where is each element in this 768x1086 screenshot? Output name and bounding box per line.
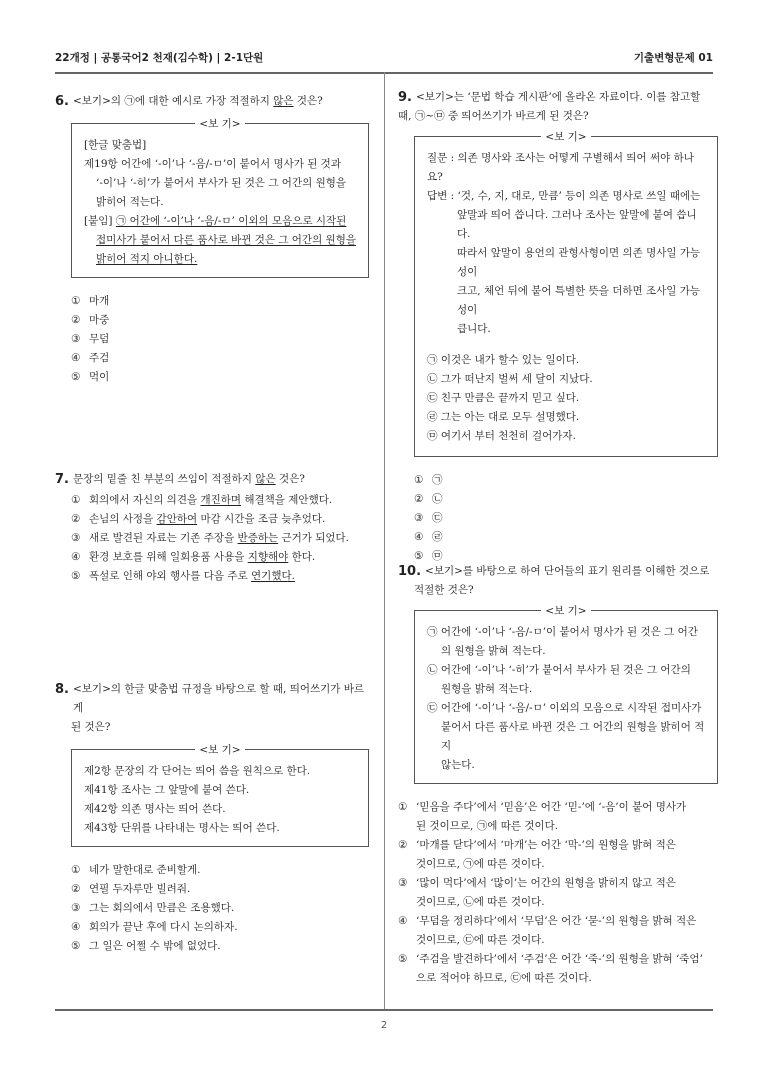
example-sentence: ㉡ 그가 떠난지 벌써 세 달이 지났다. <box>427 373 593 385</box>
page-number: 2 <box>380 1020 388 1031</box>
question-9-stem: 9. <보기>는 ‘문법 학습 게시판’에 올라온 자료이다. 이를 참고할 <box>398 90 701 105</box>
option[interactable]: ⑤ ㉤ <box>414 550 443 562</box>
example-sentence: ㉠ 이것은 내가 할수 있는 일이다. <box>427 354 580 366</box>
question-6 <box>55 92 371 387</box>
bogi-box: <보 기> [한글 맞춤법] 제19항 어간에 ‘-이’나 ‘-음/-ㅁ’이 붙어서 명사가 된 것과 ‘-이’나 ‘-히’가 붙어서 부사가 된 것은 그 어간의 원형을 밝히어 적는다. [붙임] ㉠ 어간에 ‘-이’나 ‘-음/-ㅁ’ 이외의 모음으로 시작된 접미사가 붙어서 다른 품사로 바뀐 것은 그 어간의 원형을 밝히어 적지 아니한다. <box>71 123 369 278</box>
option[interactable]: ② ‘마개를 닫다’에서 ‘마개’는 어간 ‘막-’의 원형을 밝혀 적은 것이므로, ㉠에 따른 것이다. <box>398 839 676 870</box>
bogi-box: <보 기> 질문 : 의존 명사와 조사는 어떻게 구별해서 띄어 써야 하나요? 답변 : ‘것, 수, 지, 대로, 만큼’ 등이 의존 명사로 쓰일 때에는 앞말과 띄어 씁니다. 그러나 조사는 앞말에 붙여 씁니다. 따라서 앞말이 용언의 관형사형이면 의존 명사일 가능성이 크고, 체언 뒤에 붙어 특별한 뜻을 더하면 조사일 가능성이 큽니다. ㉠ 이것은 내가 할수 있는 일이다. ㉡ 그가 떠난지 벌써 세 달이 지났다. ㉢ 친구 만큼은 끝까지 믿고 싶다. ㉣ 그는 아는 대로 모두 설명했다. ㉤ 여기서 부터 천천히 걸어가자. <box>414 136 718 457</box>
option[interactable]: ④ ‘무덤을 정리하다’에서 ‘무덤’은 어간 ‘묻-’의 원형을 밝혀 적은 것이므로, ㉢에 따른 것이다. <box>398 915 697 946</box>
question-7 <box>55 470 371 586</box>
bogi-title: <보 기> <box>72 115 368 134</box>
example-sentence: ㉤ 여기서 부터 천천히 걸어가자. <box>427 430 576 442</box>
bogi-box <box>414 605 718 784</box>
option[interactable]: ④ 회의가 끝난 후에 다시 논의하자. <box>71 921 238 933</box>
question-6-stem: 6. <보기>의 ㉠에 대한 예시로 가장 적절하지 않은 것은? <box>55 94 323 109</box>
bogi-box: <보 기> 제2항 문장의 각 단어는 띄어 씀을 원칙으로 한다. 제41항 조사는 그 앞말에 붙여 쓴다. 제42항 의존 명사는 띄어 쓴다. 제43항 단위를 나타내는 명사는 띄어 쓴다. <box>71 749 369 847</box>
bogi-title: <보 기> <box>72 741 368 760</box>
question-number: 9. <box>398 90 412 105</box>
rule-item: ㉠ 어간에 ‘-이’나 ‘-음/-ㅁ’이 붙어서 명사가 된 것은 그 어간 의 원형을 밝혀 적는다. <box>427 626 698 657</box>
footer-rule <box>55 1009 713 1011</box>
option[interactable]: ③ 새로 발견된 자료는 기존 주장을 반증하는 근거가 되었다. <box>71 532 349 544</box>
bogi-title: <보 기> <box>415 128 717 147</box>
options <box>71 491 371 586</box>
option[interactable]: ① ‘믿음을 주다’에서 ‘믿음’은 어간 ‘믿-’에 ‘-음’이 붙어 명사가 된 것이므로, ㉠에 따른 것이다. <box>398 801 687 832</box>
question-number: 6. <box>55 94 69 109</box>
option[interactable]: ③ ‘많이 먹다’에서 ‘많이’는 어간의 원형을 밝히지 않고 적은 것이므로, ㉡에 따른 것이다. <box>398 877 676 908</box>
option[interactable]: ① 회의에서 자신의 의견을 개진하며 해결책을 제안했다. <box>71 494 333 506</box>
question-9: 9. <보기>는 ‘문법 학습 게시판’에 올라온 자료이다. 이를 참고할 때, ㉠~㉤ 중 띄어쓰기가 바르게 된 것은? <보 기> 질문 : 의존 명사와 조사는 어떻게 구별해서 띄어 써야 하나요? 답변 : ‘것, 수, 지, 대로, 만큼’ 등이 의존 명사로 쓰일 때에는 앞말과 띄어 씁니다. 그러나 조사는 앞말에 붙여 씁니다. 따라서 앞말이 용언의 관형사형이면 의존 명사일 가능성이 크고, 체언 뒤에 붙어 특별한 뜻을 더하면 조사일 가능성이 큽니다. ㉠ 이것은 내가 할수 있는 일이다. ㉡ 그가 떠난지 벌써 세 달이 지났다. ㉢ 친구 만큼은 끝까지 믿고 싶다. ㉣ 그는 아는 대로 모두 설명했다. ㉤ 여기서 부터 천천히 걸어가자. ① ㉠ ② ㉡ ③ ㉢ ④ ㉣ ⑤ ㉤ <box>398 88 716 566</box>
options <box>71 861 371 956</box>
rule-note: [붙임] ㉠ 어간에 ‘-이’나 ‘-음/-ㅁ’ 이외의 모음으로 시작된 <box>84 215 347 227</box>
option[interactable]: ② 마중 <box>71 314 110 326</box>
rule-item: ㉡ 어간에 ‘-이’나 ‘-히’가 붙어서 부사가 된 것은 그 어간의 원형을 밝혀 적는다. <box>427 664 691 695</box>
option[interactable]: ③ 그는 회의에서 만큼은 조용했다. <box>71 902 235 914</box>
column-divider <box>384 72 385 1009</box>
options <box>71 292 371 387</box>
question-10: 10. <보기>를 바탕으로 하여 단어들의 표기 원리를 이해한 것으로 적절한 것은? <보 기> ㉠ 어간에 ‘-이’나 ‘-음/-ㅁ’이 붙어서 명사가 된 것은 그 어간 의 원형을 밝혀 적는다. ㉡ 어간에 ‘-이’나 ‘-히’가 붙어서 부사가 된 것은 그 어간의 원형을 밝혀 적는다. ㉢ 어간에 ‘-이’나 ‘-음/-ㅁ’ 이외의 모음으로 시작된 접미사가 붙어서 다른 품사로 바뀐 것은 그 어간의 원형을 밝히어 적지 않는다. ① ‘믿음을 주다’에서 ‘믿음’은 어간 ‘믿-’에 ‘-음’이 붙어 명사가 된 것이므로, ㉠에 따른 것이다. ② ‘마개를 닫다’에서 ‘마개’는 어간 ‘막-’의 원형을 밝혀 적은 것이므로, ㉠에 따른 것이다. ③ ‘많이 먹다’에서 ‘많이’는 어간의 원형을 밝히지 않고 적은 것이므로, ㉡에 따른 것이다. ④ ‘무덤을 정리하다’에서 ‘무덤’은 어간 ‘묻-’의 원형을 밝혀 적은 것이므로, ㉢에 따른 것이다. ⑤ ‘주검을 발견하다’에서 ‘주검’은 어간 ‘죽-’의 원형을 밝혀 ‘죽엄’ 으로 적어야 하므로, ㉢에 따른 것이다. <box>398 562 716 988</box>
option[interactable]: ② ㉡ <box>414 493 443 505</box>
question-number: 7. <box>55 472 69 487</box>
options <box>398 798 716 988</box>
option[interactable]: ① 네가 말한대로 준비할게. <box>71 864 201 876</box>
option[interactable]: ③ 무덤 <box>71 333 110 345</box>
header-title: 기출변형문제 01 <box>633 52 713 64</box>
page-header <box>55 50 713 70</box>
option[interactable]: ④ ㉣ <box>414 531 443 543</box>
option[interactable]: ① ㉠ <box>414 474 443 486</box>
option[interactable]: ⑤ 폭설로 인해 야외 행사를 다음 주로 연기했다. <box>71 570 295 582</box>
question-text: 질문 : 의존 명사와 조사는 어떻게 구별해서 띄어 써야 하나요? <box>427 152 694 183</box>
example-sentence: ㉣ 그는 아는 대로 모두 설명했다. <box>427 411 580 423</box>
question-7-stem: 7. 문장의 밑줄 친 부분의 쓰임이 적절하지 않은 것은? <box>55 472 305 487</box>
options <box>414 471 716 566</box>
header-course-info: 22개정 | 공통국어2 천재(김수학) | 2-1단원 <box>55 52 264 64</box>
option[interactable]: ⑤ 먹이 <box>71 371 110 383</box>
option[interactable]: ④ 주검 <box>71 352 110 364</box>
option[interactable]: ⑤ ‘주검을 발견하다’에서 ‘주검’은 어간 ‘죽-’의 원형을 밝혀 ‘죽엄’ 으로 적어야 하므로, ㉢에 따른 것이다. <box>398 953 703 984</box>
option[interactable]: ② 손님의 사정을 감안하여 마감 시간을 조금 늦추었다. <box>71 513 326 525</box>
question-number: 8. <box>55 682 69 697</box>
rule-item: ㉢ 어간에 ‘-이’나 ‘-음/-ㅁ’ 이외의 모음으로 시작된 접미사가 붙어서 다른 품사로 바뀐 것은 그 어간의 원형을 밝히어 적지 않는다. <box>427 702 705 771</box>
option[interactable]: ① 마개 <box>71 295 110 307</box>
bogi-title: <보 기> <box>415 602 717 621</box>
option[interactable]: ③ ㉢ <box>414 512 443 524</box>
option[interactable]: ⑤ 그 일은 어쩔 수 밖에 없었다. <box>71 940 221 952</box>
question-8-stem: 8. <보기>의 한글 맞춤법 규정을 바탕으로 할 때, 띄어쓰기가 바르게 <box>55 680 371 718</box>
example-sentence: ㉢ 친구 만큼은 끝까지 믿고 싶다. <box>427 392 580 404</box>
question-8: 8. <보기>의 한글 맞춤법 규정을 바탕으로 할 때, 띄어쓰기가 바르게 된 것은? <보 기> 제2항 문장의 각 단어는 띄어 씀을 원칙으로 한다. 제41항 조사는 그 앞말에 붙여 쓴다. 제42항 의존 명사는 띄어 쓴다. 제43항 단위를 나타내는 명사는 띄어 쓴다. ① 네가 말한대로 준비할게. ② 연필 두자루만 빌려줘. ③ 그는 회의에서 만큼은 조용했다. ④ 회의가 끝난 후에 다시 논의하자. ⑤ 그 일은 어쩔 수 밖에 없었다. <box>55 680 371 956</box>
option[interactable]: ② 연필 두자루만 빌려줘. <box>71 883 191 895</box>
question-10-stem: 10. <보기>를 바탕으로 하여 단어들의 표기 원리를 이해한 것으로 <box>398 564 710 579</box>
option[interactable]: ④ 환경 보호를 위해 일회용품 사용을 지향해야 한다. <box>71 551 316 563</box>
question-number: 10. <box>398 564 422 579</box>
